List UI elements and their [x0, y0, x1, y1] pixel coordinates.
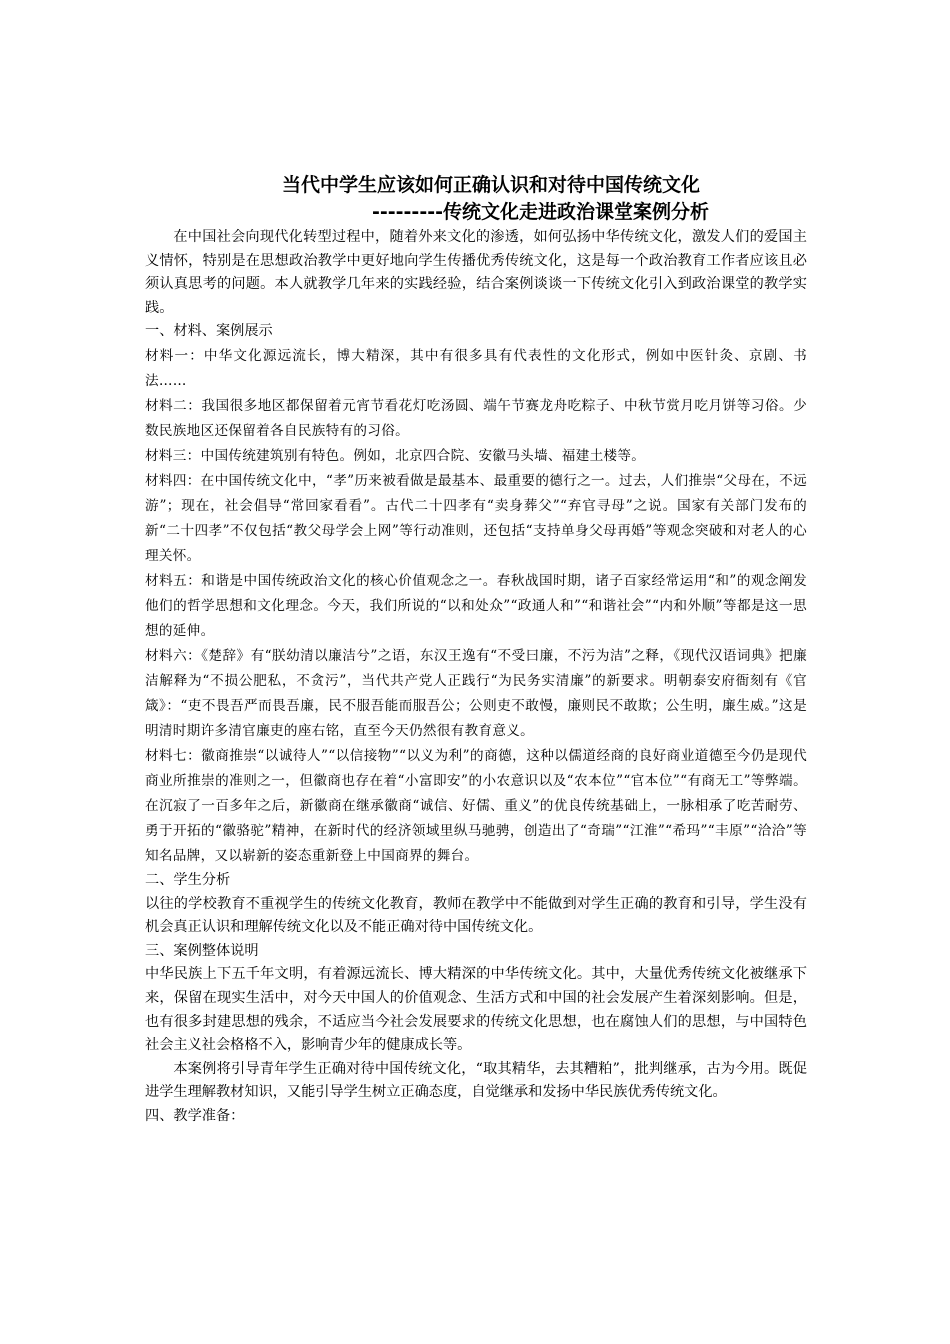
section-heading-case-overview: 三、案例整体说明	[145, 942, 259, 959]
document-subtitle: ---------传统文化走进政治课堂案例分析	[372, 201, 709, 223]
intro-paragraph: 在中国社会向现代化转型过程中，随着外来文化的渗透，如何弘扬中华传统文化，激发人们的爱国主义情怀，特别是在思想政治教学中更好地向学生传播优秀传统文化，这是每一个政治教育工作者应该且必须认真思考的问题。本人就教学几年来的实践经验，结合案例谈谈一下传统文化引入到政治课堂的教学实践。	[145, 229, 807, 316]
section-heading-student-analysis: 二、学生分析	[145, 871, 231, 888]
material-1: 材料一：中华文化源远流长，博大精深，其中有很多具有代表性的文化形式，例如中医针灸、京剧、书法……	[145, 347, 807, 389]
material-2: 材料二：我国很多地区都保留着元宵节看花灯吃汤圆、端午节赛龙舟吃粽子、中秋节赏月吃月饼等习俗。少数民族地区还保留着各自民族特有的习俗。	[145, 397, 807, 439]
case-overview-text-1: 中华民族上下五千年文明，有着源远流长、博大精深的中华传统文化。其中，大量优秀传统文化被继承下来，保留在现实生活中，对今天中国人的价值观念、生活方式和中国的社会发展产生着深刻影响。但是，也有很多封建思想的残余，不适应当今社会发展要求的传统文化思想，也在腐蚀人们的思想，与中国特色社会主义社会格格不入，影响青少年的健康成长等。	[145, 966, 807, 1054]
section-heading-teaching-prep: 四、教学准备：	[145, 1107, 245, 1124]
material-7: 材料七：徽商推崇“以诚待人”“以信接物”“以义为利”的商德，这种以儒道经商的良好商业道德至今仍是现代商业所推崇的准则之一，但徽商也存在着“小富即安”的小农意识以及“农本位”“官本位”“有商无工”等弊端。在沉寂了一百多年之后，新徽商在继承徽商“诚信、好儒、重义”的优良传统基础上，一脉相承了吃苦耐劳、勇于开拓的“徽骆驼”精神，在新时代的经济领域里纵马驰骋，创造出了“奇瑞”“江淮”“希玛”“丰原”“洽洽”等知名品牌，又以崭新的姿态重新登上中国商界的舞台。	[145, 747, 807, 864]
student-analysis-text: 以往的学校教育不重视学生的传统文化教育，教师在教学中不能做到对学生正确的教育和引导，学生没有机会真正认识和理解传统文化以及不能正确对待中国传统文化。	[145, 895, 807, 936]
document-title: 当代中学生应该如何正确认识和对待中国传统文化	[281, 174, 700, 196]
material-5: 材料五：和谐是中国传统政治文化的核心价值观念之一。春秋战国时期，诸子百家经常运用“和”的观念阐发他们的哲学思想和文化理念。今天，我们所说的“以和处众”“政通人和”“和谐社会”“内和外顺”等都是这一思想的延伸。	[145, 572, 807, 639]
material-6: 材料六：《楚辞》有“朕幼清以廉洁兮”之语，东汉王逸有“不受曰廉，不污为洁”之释，《现代汉语词典》把廉洁解释为“不损公肥私，不贪污”，当代共产党人正践行“为民务实清廉”的新要求。明朝泰安府衙刻有《官箴》：“吏不畏吾严而畏吾廉，民不服吾能而服吾公；公则吏不敢慢，廉则民不敢欺；公生明，廉生威。”这是明清时期许多清官廉吏的座右铭，直至今天仍然很有教育意义。	[145, 647, 807, 739]
case-overview-text-2: 本案例将引导青年学生正确对待中国传统文化，“取其精华，去其糟粕”，批判继承，古为今用。既促进学生理解教材知识，又能引导学生树立正确态度，自觉继承和发扬中华民族优秀传统文化。	[145, 1060, 807, 1101]
section-heading-materials: 一、材料、案例展示	[145, 323, 273, 340]
material-4: 材料四：在中国传统文化中，“孝”历来被看做是最基本、最重要的德行之一。过去，人们推崇“父母在，不远游”；现在，社会倡导“常回家看看”。古代二十四孝有“卖身葬父”“弃官寻母”之说。国家有关部门发布的新“二十四孝”不仅包括“教父母学会上网”等行动准则，还包括“支持单身父母再婚”等观念突破和对老人的心理关怀。	[145, 472, 807, 564]
material-3: 材料三：中国传统建筑别有特色。例如，北京四合院、安徽马头墙、福建土楼等。	[145, 447, 646, 464]
document-page	[145, 172, 807, 1129]
